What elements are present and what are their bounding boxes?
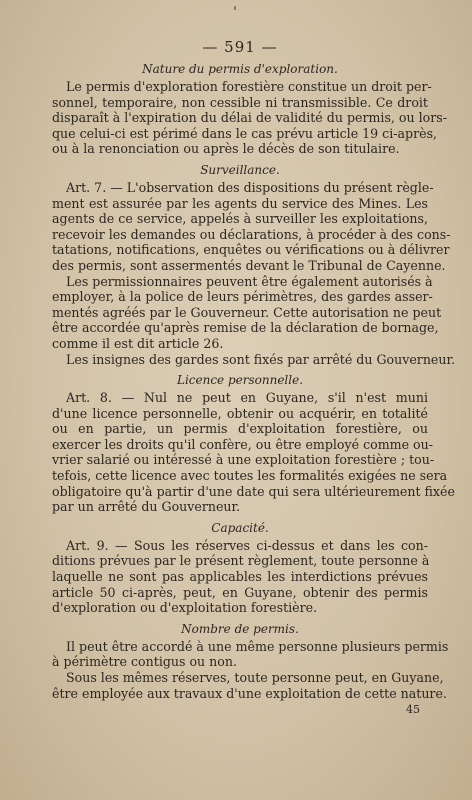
text-line: à périmètre contigus ou non. (52, 654, 237, 670)
text-line: comme il est dit article 26. (52, 335, 224, 351)
section-heading: Licence personnelle. (176, 373, 304, 388)
page-number: — 591 — (202, 38, 278, 56)
text-line: article 50 ci-après, peut, en Guyane, obtenir des permis (52, 584, 428, 600)
paragraph (52, 351, 456, 368)
text-line: Il peut être accordé à une même personne plusieurs permis (66, 638, 449, 654)
text-line: agents de ce service, appelés à surveiller les exploitations, (52, 211, 428, 227)
section-heading: Surveillance. (200, 162, 280, 177)
section-heading: Nombre de permis. (181, 621, 299, 636)
text-line: sonnel, temporaire, non cessible ni transmissible. Ce droit (52, 94, 428, 110)
text-line: tefois, cette licence avec toutes les formalités exigées ne sera (52, 468, 448, 484)
text-line: Art. 8. — Nul ne peut en Guyane, s'il n'est muni (66, 390, 428, 406)
text-line: employer, à la police de leurs périmètres, des gardes asser- (52, 289, 433, 305)
text-line: Art. 9. — Sous les réserves ci-dessus et dans les con- (66, 537, 428, 553)
paragraph (52, 638, 449, 670)
paragraph (52, 179, 451, 274)
text-line: des permis, sont assermentés devant le Tribunal de Cayenne. (52, 257, 446, 273)
text-line: d'exploration ou d'exploitation forestière. (52, 600, 318, 616)
text-line: mentés agréés par le Gouverneur. Cette autorisation ne peut (52, 304, 442, 320)
text-line: Le permis d'exploration forestière constitue un droit per- (66, 79, 432, 94)
text-line: ou à la renonciation ou après le décès de son titulaire. (52, 141, 400, 157)
text-line: laquelle ne sont pas applicables les interdictions prévues (52, 569, 428, 585)
text-line: être accordée qu'après remise de la déclaration de bornage, (52, 320, 439, 336)
paragraph (52, 79, 447, 157)
text-line: obligatoire qu'à partir d'une date qui sera ultérieurement fixée (52, 483, 455, 499)
top-speck (234, 6, 236, 10)
document-body (52, 62, 456, 701)
text-line: ditions prévues par le présent règlement, toute personne à (52, 553, 430, 569)
text-line: exercer les droits qu'il confère, ou être employé comme ou- (52, 436, 434, 452)
text-line: Art. 7. — L'observation des dispositions du présent règle- (66, 179, 434, 195)
text-line: d'une licence personnelle, obtenir ou acquérir, en totalité (52, 405, 428, 421)
text-line: par un arrêté du Gouverneur. (52, 499, 241, 515)
text-line: recevoir les demandes ou déclarations, à procéder à des cons- (52, 226, 451, 242)
paragraph (52, 390, 455, 515)
text-line: ou en partie, un permis d'exploitation forestière, ou (52, 421, 428, 437)
document-page (52, 36, 456, 776)
text-line: être employée aux travaux d'une exploitation de cette nature. (52, 685, 447, 701)
signature-mark: 45 (406, 703, 420, 717)
text-line: disparaît à l'expiration du délai de validité du permis, ou lors- (52, 110, 447, 126)
text-line: Les permissionnaires peuvent être également autorisés à (66, 273, 433, 289)
paragraph (52, 273, 442, 352)
text-line: Les insignes des gardes sont fixés par arrêté du Gouverneur. (66, 351, 456, 367)
paragraph (52, 538, 428, 616)
section-heading: Capacité. (211, 520, 269, 535)
section-heading: Nature du permis d'exploration. (142, 62, 338, 76)
text-line: que celui-ci est périmé dans le cas prévu article 19 ci-après, (52, 125, 438, 141)
text-line: vrier salarié ou intéressé à une exploitation forestière ; tou- (52, 452, 435, 468)
text-line: Sous les mêmes réserves, toute personne peut, en Guyane, (66, 670, 444, 685)
paragraph (52, 670, 447, 701)
text-line: tatations, notifications, enquêtes ou vérifications ou à délivrer (52, 242, 450, 258)
text-line: ment est assurée par les agents du service des Mines. Les (52, 195, 428, 211)
